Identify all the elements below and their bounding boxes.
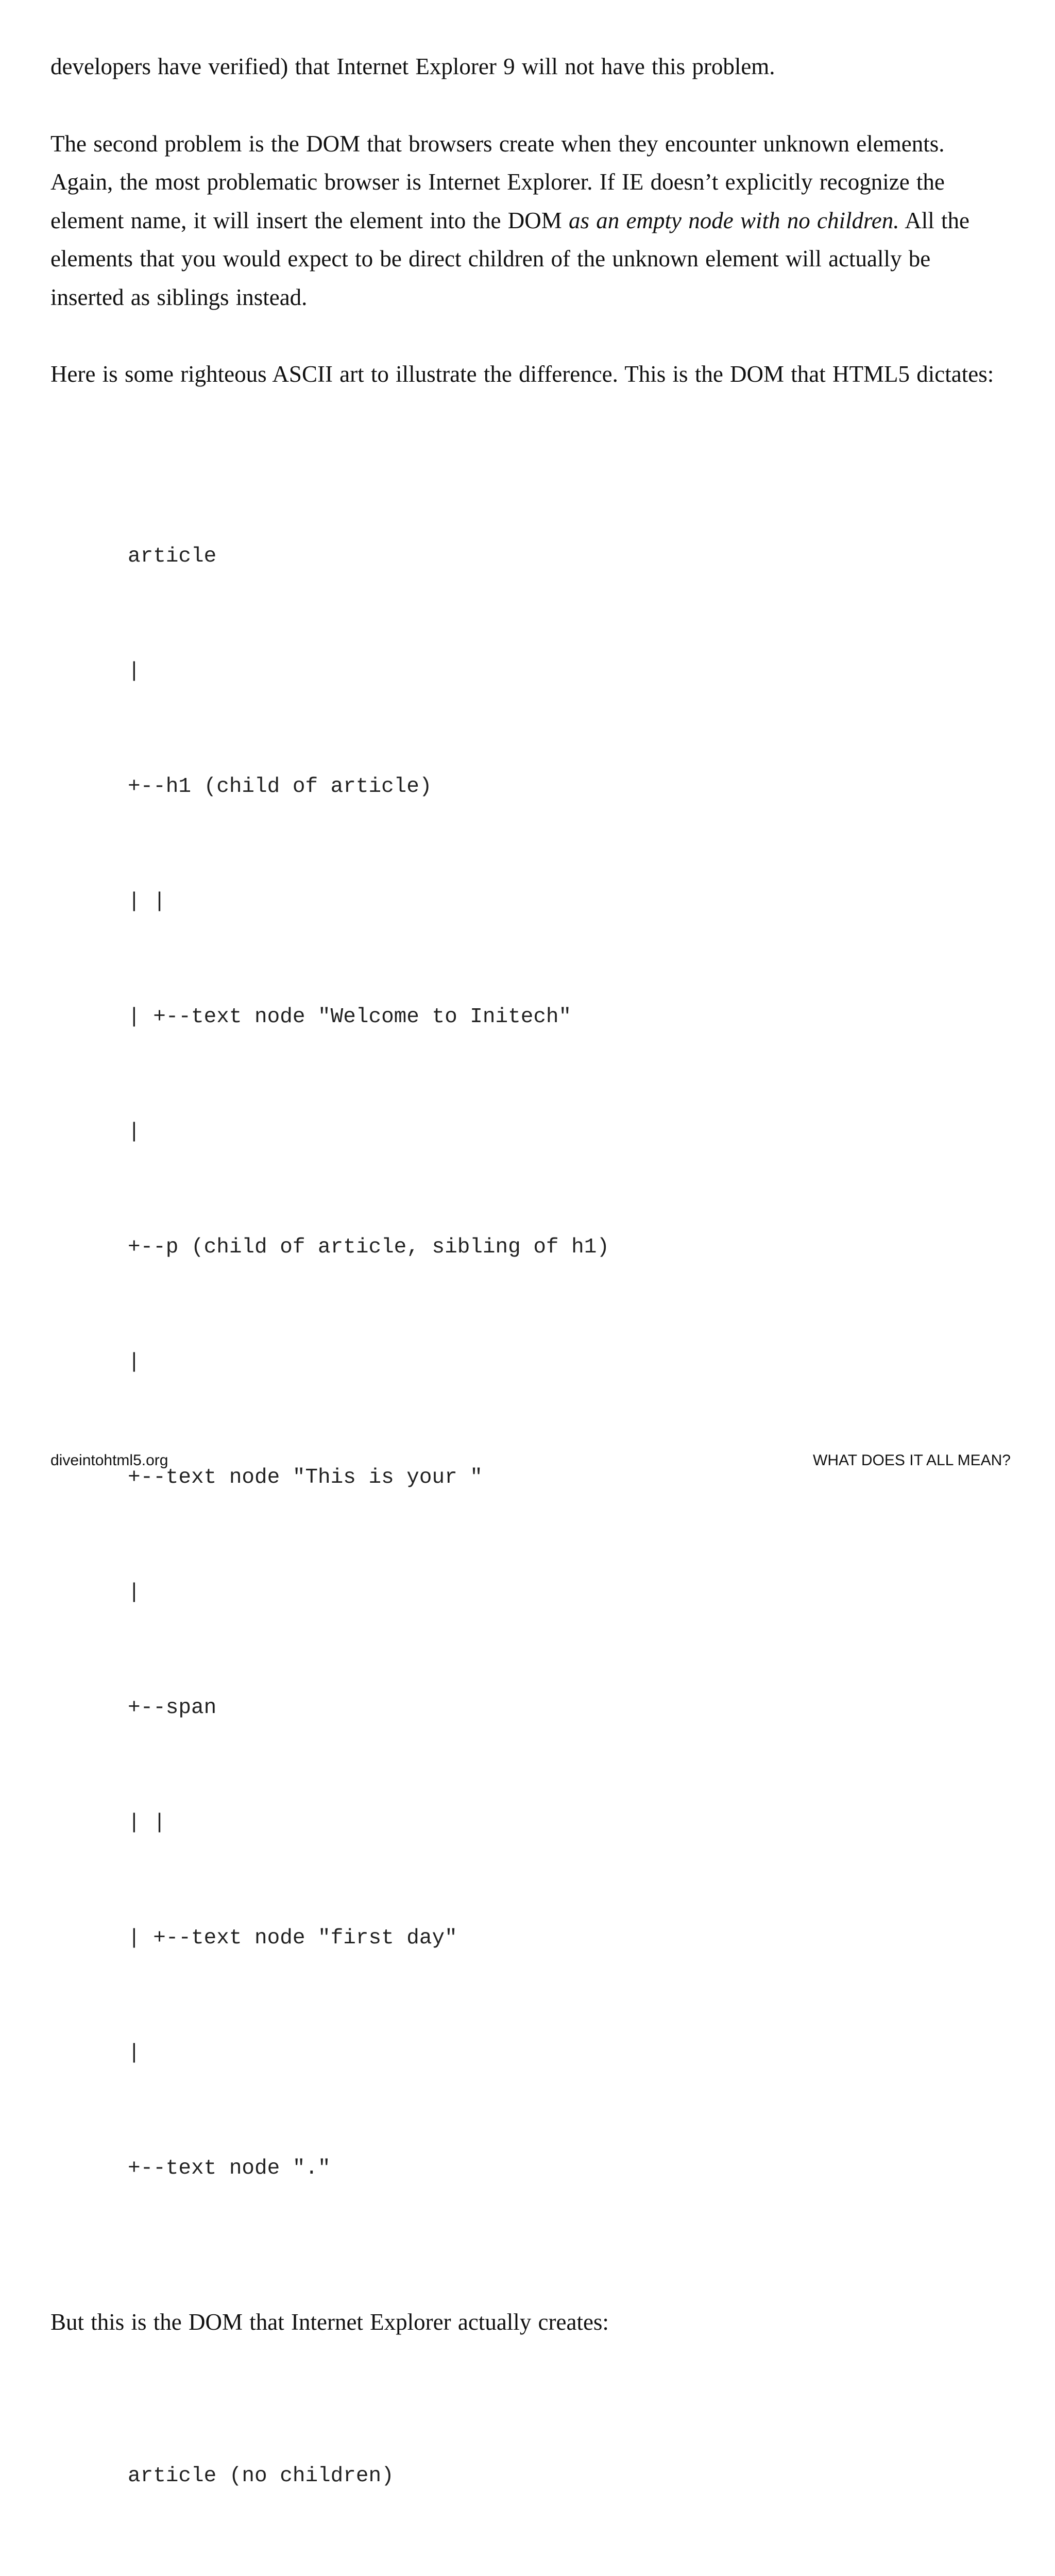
paragraph-dom-problem (50, 125, 1009, 317)
code-line: +--text node "." (128, 2149, 1009, 2188)
paragraph-ascii-intro: Here is some righteous ASCII art to illustrate the difference. This is the DOM that HTML5 dictates: (50, 355, 1009, 394)
paragraph-dom-problem-emphasis: as an empty node with no children. (569, 208, 899, 233)
code-line: article (no children) (128, 2457, 1009, 2496)
code-line: +--h1 (child of article) (128, 768, 1009, 806)
paragraph-ie-dom-intro: But this is the DOM that Internet Explorer actually creates: (50, 2303, 1009, 2342)
code-block-ie-dom (128, 2380, 1009, 2576)
code-line: | +--text node "Welcome to Initech" (128, 998, 1009, 1037)
code-line: +--span (128, 1689, 1009, 1727)
code-line: | (128, 2034, 1009, 2073)
code-line: | (128, 1573, 1009, 1612)
paragraph-dom-problem-text-b: All the elements that you would expect to be direct children of the unknown element will actually be inserted as siblings instead. (50, 208, 969, 310)
code-line: +--text node "This is your " (128, 1459, 1009, 1497)
page-content (50, 47, 1009, 2576)
paragraph-dom-problem-text-a: The second problem is the DOM that browsers create when they encounter unknown elements. Again, the most problematic browser is Internet Explorer. If IE doesn’t explicitly recognize the element name, it will insert the element into the DOM (50, 131, 945, 233)
footer-chapter-title: WHAT DOES IT ALL MEAN? (813, 1452, 1011, 1469)
code-line (128, 2572, 1009, 2576)
code-line: | (128, 1343, 1009, 1382)
paragraph-ie9-note: developers have verified) that Internet Explorer 9 will not have this problem. (50, 47, 1009, 86)
code-line: | (128, 1113, 1009, 1151)
code-line: +--p (child of article, sibling of h1) (128, 1228, 1009, 1267)
code-line: | (128, 652, 1009, 691)
code-line: | | (128, 1804, 1009, 1842)
code-line: | | (128, 883, 1009, 921)
code-line: | +--text node "first day" (128, 1919, 1009, 1958)
code-line: article (128, 537, 1009, 576)
code-block-html5-dom (128, 461, 1009, 2265)
footer-site-name: diveintohtml5.org (50, 1452, 168, 1469)
